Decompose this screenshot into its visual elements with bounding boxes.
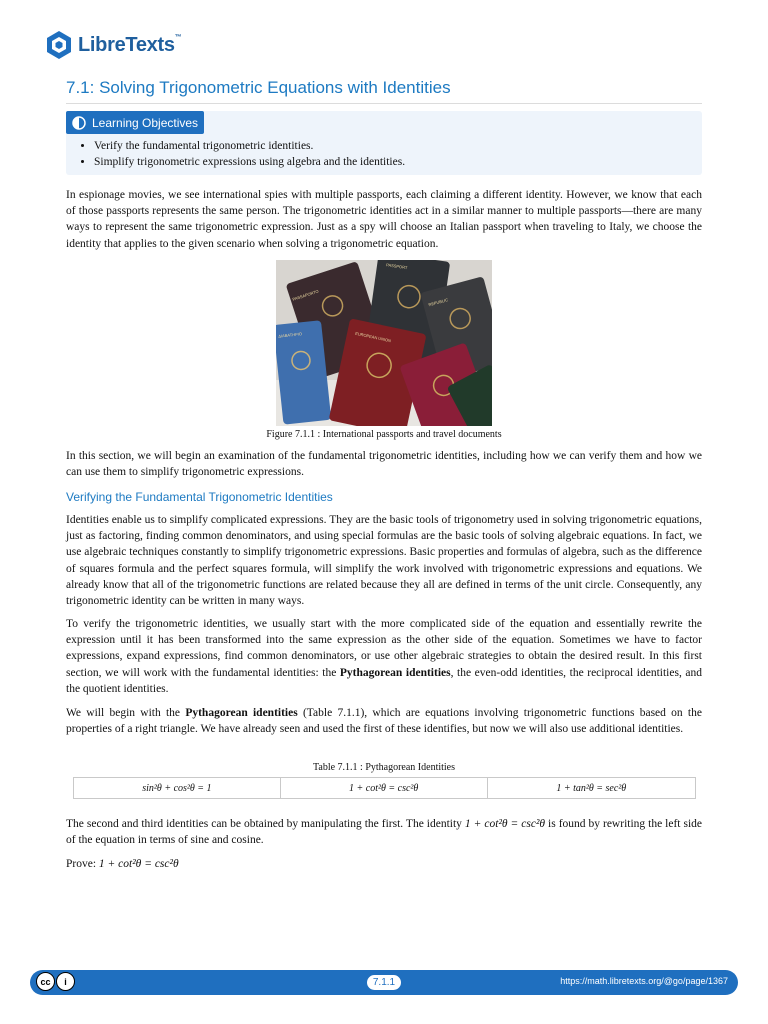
begin-paragraph: We will begin with the Pythagorean identities (Table 7.1.1), which are equations involving trigonometric functions based on the properties of a right triangle. We have already seen and used the first of these identifies, but now we will also use additional identities. [66, 707, 702, 736]
second-identities-paragraph: The second and third identities can be obtained by manipulating the first. The identity 1 + cot²θ = csc²θ is found by rewriting the left side of the equation in terms of sine and cosine. [66, 818, 702, 847]
attribution-icon: i [56, 972, 75, 991]
pythagorean-identities-term: Pythagorean identities [185, 707, 298, 719]
objective-item: • Simplify trigonometric expressions using algebra and the identities. [94, 154, 405, 170]
passport-text: PASSPORT [385, 262, 408, 271]
section-intro-paragraph: In this section, we will begin an examination of the fundamental trigonometric identities, including how we can verify them and how we can use them to simplify trigonometric expressions. [66, 450, 702, 479]
table-cell: sin²θ + cos²θ = 1 [74, 778, 281, 799]
pythagorean-identities-table [73, 777, 696, 799]
learning-objectives-box [66, 111, 702, 175]
logo-text: LibreTexts™ [78, 33, 182, 56]
identities-paragraph: Identities enable us to simplify complicated expressions. They are the basic tools of trigonometry used in solving trigonometric equations, just as factoring, finding common denominators, and using special formulas are the basic tools of solving algebraic equations. In fact, we use algebraic techniques constantly to simplify trigonometric expressions. Basic properties and formulas of algebra, such as the difference of squares formula and the perfect squares formula, will simplify the work involved with trigonometric expressions and equations. We already know that all of the trigonometric functions are related because they all are defined in terms of the unit circle. Consequently, any trigonometric identity can be written in many ways. [66, 514, 702, 608]
learning-objectives-heading: Learning Objectives [92, 115, 199, 130]
libretexts-logo[interactable] [46, 28, 181, 62]
verify-paragraph: To verify the trigonometric identities, we usually start with the more complicated side of the equation and essentially rewrite the expression until it has been transformed into the same expression as the other side of the equation. Sometimes we have to factor expressions, expand expressions, find common denominators, or use other algebraic strategies to obtain the desired result. In this first section, we will work with the fundamental identities: the Pythagorean identities, the even-odd identities, the reciprocal identities, and the quotient identities. [66, 618, 702, 695]
table-cell: 1 + cot²θ = csc²θ [280, 778, 487, 799]
table-cell: 1 + tan²θ = sec²θ [487, 778, 695, 799]
page-number: 7.1.1 [367, 975, 401, 990]
learning-objectives-list [80, 138, 405, 170]
page-title: 7.1: Solving Trigonometric Equations with Identities [66, 78, 702, 104]
table-row [74, 778, 696, 799]
page-url-link[interactable]: https://math.libretexts.org/@go/page/1367 [560, 976, 728, 986]
passport-text: REPUBLIC [427, 297, 449, 308]
half-circle-icon [72, 116, 86, 130]
footer-bar [30, 970, 738, 995]
learning-objectives-header [66, 111, 204, 134]
cc-license-badge[interactable] [36, 972, 76, 991]
table-caption: Table 7.1.1 : Pythagorean Identities [312, 762, 456, 773]
cc-icon: cc [36, 972, 55, 991]
pythagorean-identities-term: Pythagorean identities [339, 666, 451, 679]
passport-text: ΔΙΑΒΑΤΗΡΙΟ [278, 331, 303, 339]
libretexts-logo-icon [46, 30, 72, 60]
figure-caption: Figure 7.1.1 : International passports and travel documents [266, 429, 502, 440]
intro-paragraph: In espionage movies, we see international spies with multiple passports, each claiming a different identity. However, we know that each of those passports represents the same person. The trigonometric identities act in a similar manner to multiple passports—there are many ways to represent the same trigonometric expression. Just as a spy will choose an Italian passport when traveling to Italy, we choose the identity that applies to the given scenario when solving a trigonometric equation. [66, 189, 702, 250]
math-expression: 1 + cot²θ = csc²θ [464, 818, 546, 830]
passport-text: PASSAPORTO [291, 288, 320, 302]
math-expression: 1 + cot²θ = csc²θ [98, 858, 179, 870]
objective-item: • Verify the fundamental trigonometric identities. [94, 138, 405, 154]
passport-text: EUROPEAN UNION [354, 330, 392, 344]
passports-photo [276, 260, 492, 426]
prove-line: Prove: 1 + cot²θ = csc²θ [66, 858, 179, 870]
section-heading: Verifying the Fundamental Trigonometric Identities [66, 490, 333, 504]
